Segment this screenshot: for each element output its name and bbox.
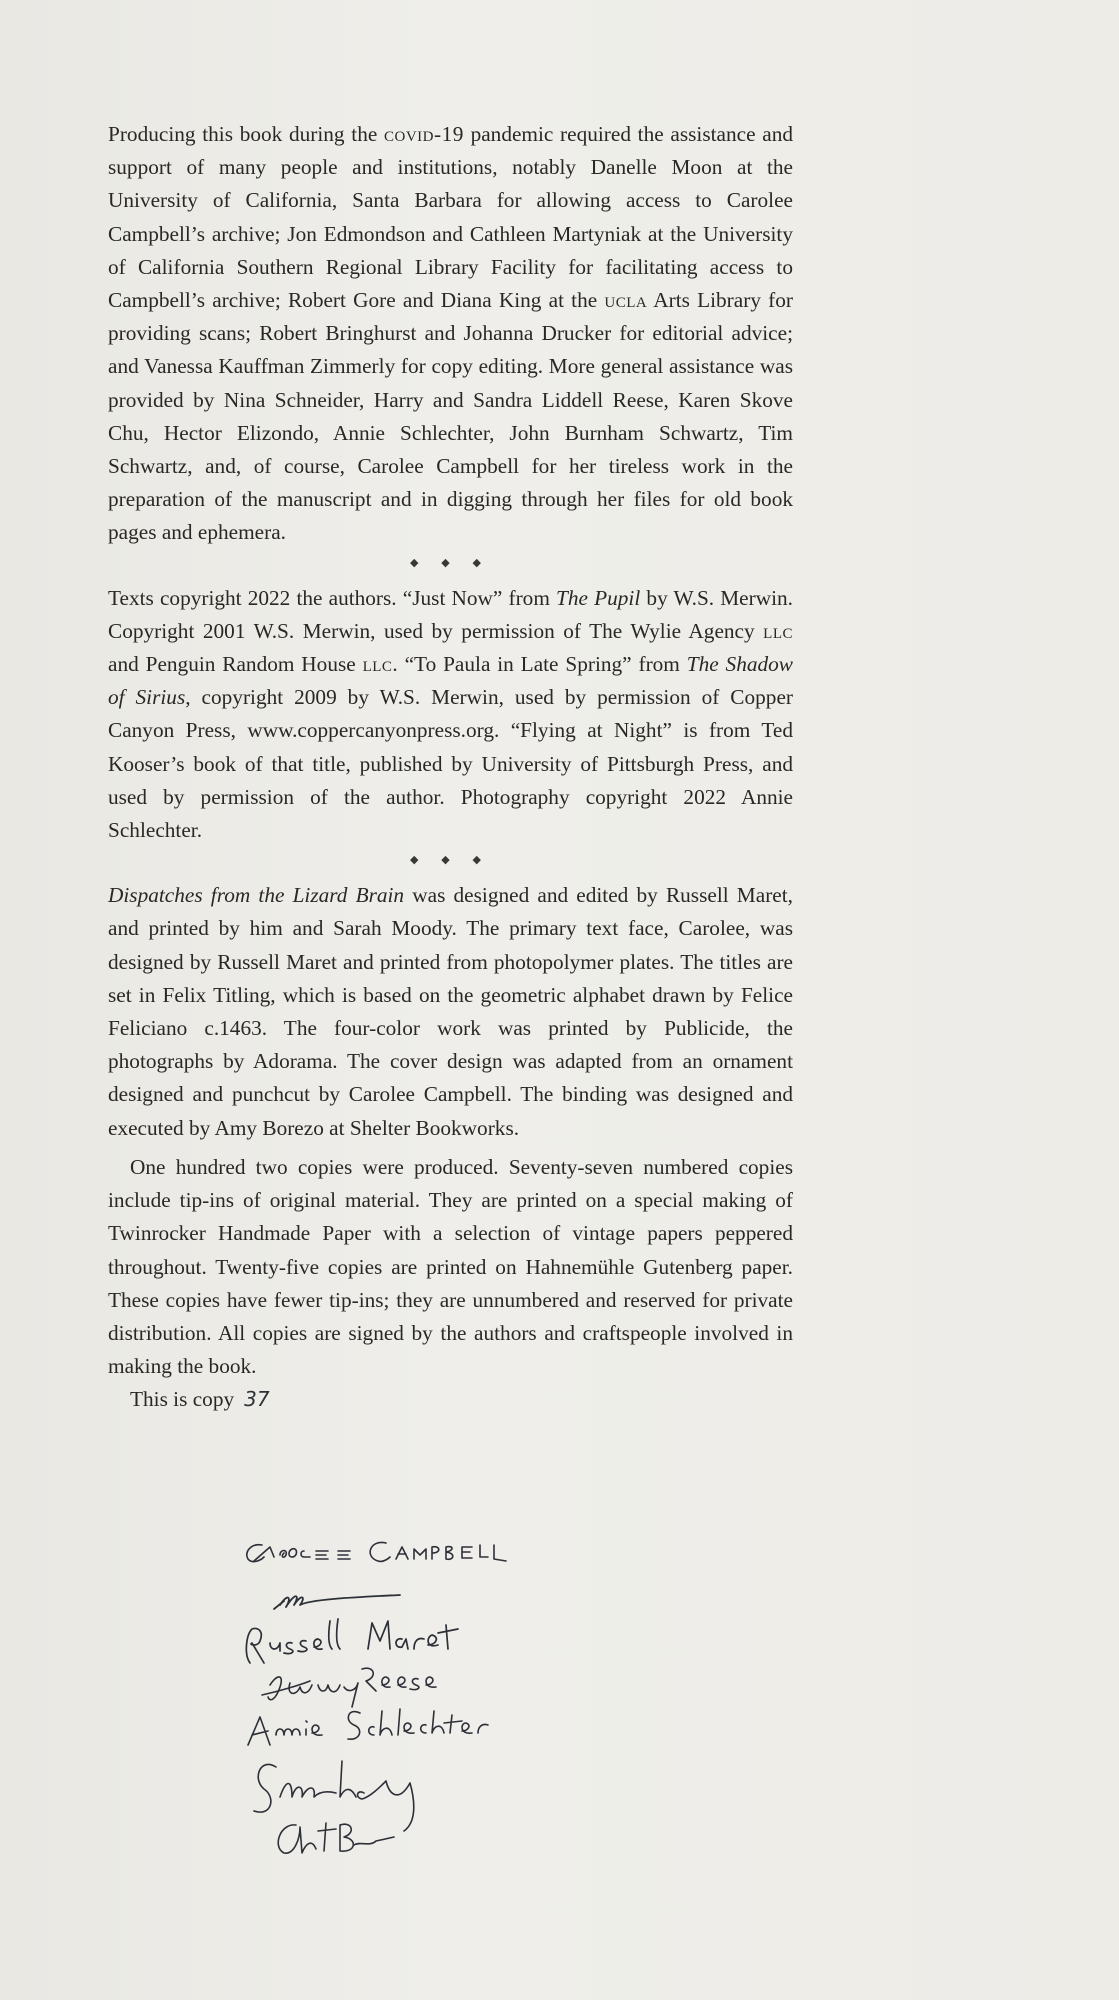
signature-sarah-moody [254,1761,414,1831]
signature-russell-maret [246,1619,458,1663]
signatures-block [240,1535,620,1865]
copy-number-line [108,1383,793,1416]
colophon-text [108,118,793,1417]
copyright-paragraph: Texts copyright 2022 the authors. “Just Now” from The Pupil by W.S. Merwin. Copyright 2001 W.S. Merwin, used by permission of The Wylie Agency llc and Penguin Random House llc. “To Paula in Late Spring” from The Shadow of Sirius, copyright 2009 by W.S. Merwin, used by permission of Copper Canyon Press, www.coppercanyonpress.org. “Flying at Night” is from Ted Kooser’s book of that title, published by University of Pittsburgh Press, and used by permission of the author. Photography copyright 2022 Annie Schlechter. [108,585,794,843]
signature-carolee-campbell [247,1542,506,1561]
ornament-divider: ◆ ◆ ◆ [410,854,491,867]
copy-number-handwritten: 37 [244,1387,270,1412]
signature-amy-borezo [278,1823,394,1853]
signature-annie-schlechter [248,1709,488,1745]
signature-harry-reese [262,1668,436,1707]
edition-paragraph: One hundred two copies were produced. Seventy-seven numbered copies include tip-ins of original material. They are printed on a special making of Twinrocker Handmade Paper with a selection of vintage papers peppered throughout. Twenty-five copies are printed on Hahnemühle Gutenberg paper. These copies have fewer tip-ins; they are unnumbered and reserved for private distribution. All copies are signed by the authors and craftspeople involved in making the book. [108,1154,793,1379]
ornament-divider: ◆ ◆ ◆ [410,556,491,569]
copy-label: This is copy [130,1387,235,1412]
acknowledgments-paragraph: Producing this book during the covid-19 pandemic required the assistance and support of many people and institutions, notably Danelle Moon at the University of California, Santa Barbara for allowing access to Carolee Campbell’s archive; Jon Edmondson and Cathleen Martyniak at the University of California Southern Regional Library Facility for facilitating access to Campbell’s archive; Robert Gore and Diana King at the ucla Arts Library for providing scans; Robert Bringhurst and Johanna Drucker for editorial advice; and Vanessa Kauffman Zimmerly for copy editing. More general assistance was provided by Nina Schneider, Harry and Sandra Liddell Reese, Karen Skove Chu, Hector Elizondo, Annie Schlechter, John Burnham Schwartz, Tim Schwartz, and, of course, Carolee Campbell for her tireless work in the preparation of the manuscript and in digging through her files for old book pages and ephemera. [108,122,793,545]
signature-mark-scribble [274,1595,400,1609]
design-paragraph: Dispatches from the Lizard Brain was designed and edited by Russell Maret, and printed by him and Sarah Moody. The primary text face, Carolee, was designed by Russell Maret and printed from photopolymer plates. The titles are set in Felix Titling, which is based on the geometric alphabet drawn by Felice Feliciano c.1463. The four-color work was printed by Publicide, the photographs by Adorama. The cover design was adapted from an ornament designed and punchcut by Carolee Campbell. The binding was designed and executed by Amy Borezo at Shelter Bookworks. [108,883,793,1140]
